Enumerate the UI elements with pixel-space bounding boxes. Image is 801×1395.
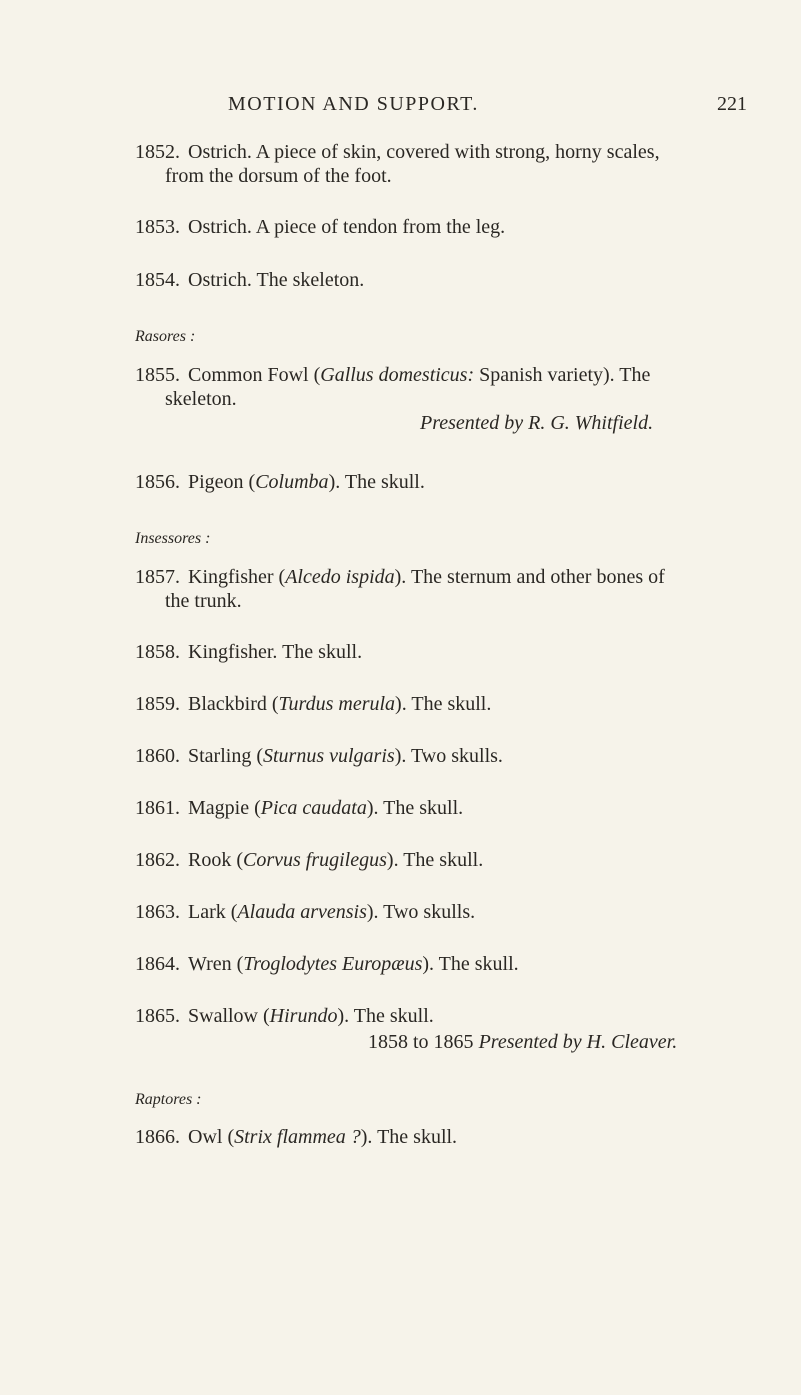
entry-text-continued: the trunk. bbox=[165, 590, 242, 612]
latin-name: Alcedo ispida bbox=[285, 566, 395, 588]
catalogue-entry-1859 bbox=[135, 692, 755, 716]
catalogue-entry-1856 bbox=[135, 470, 755, 494]
entry-text-pre: Wren ( bbox=[188, 953, 244, 975]
entry-text-pre: Magpie ( bbox=[188, 797, 261, 819]
entry-text-pre: Starling ( bbox=[188, 745, 263, 767]
entry-number: 1859. bbox=[135, 693, 180, 715]
presented-by-cleaver bbox=[368, 1031, 677, 1054]
entry-text: Ostrich. A piece of skin, covered with strong, horny scales, bbox=[188, 141, 660, 163]
latin-name: Pica caudata bbox=[260, 797, 367, 819]
catalogue-entry-1866 bbox=[135, 1125, 755, 1149]
entry-number: 1861. bbox=[135, 797, 180, 819]
section-heading-insessores: Insessores : bbox=[135, 530, 211, 547]
catalogue-entry-1852 bbox=[135, 140, 755, 188]
entry-text: Kingfisher. The skull. bbox=[188, 641, 363, 663]
entry-text-pre: Pigeon ( bbox=[188, 471, 256, 493]
entry-text-pre: Swallow ( bbox=[188, 1005, 270, 1027]
catalogue-entry-1858 bbox=[135, 640, 755, 664]
latin-name: Sturnus vulgaris bbox=[263, 745, 395, 767]
catalogue-entry-1864 bbox=[135, 952, 755, 976]
section-heading-rasores: Rasores : bbox=[135, 328, 196, 345]
entry-number: 1855. bbox=[135, 364, 180, 386]
entry-text: Ostrich. The skeleton. bbox=[188, 269, 365, 291]
catalogue-entry-1863 bbox=[135, 900, 755, 924]
entry-text-post: Spanish variety). The bbox=[474, 364, 651, 386]
entry-text-post: ). The skull. bbox=[360, 1126, 458, 1148]
entry-number: 1854. bbox=[135, 269, 180, 291]
entry-number: 1866. bbox=[135, 1126, 180, 1148]
latin-name: Columba bbox=[255, 471, 329, 493]
entry-text-post: ). The skull. bbox=[386, 849, 484, 871]
section-heading-raptores: Raptores : bbox=[135, 1091, 202, 1108]
latin-name: Gallus domesticus: bbox=[320, 364, 475, 386]
entry-number: 1862. bbox=[135, 849, 180, 871]
entry-text-pre: Rook ( bbox=[188, 849, 243, 871]
entry-number: 1857. bbox=[135, 566, 180, 588]
entry-text-pre: Blackbird ( bbox=[188, 693, 279, 715]
catalogue-entry-1857 bbox=[135, 565, 755, 613]
entry-text-post: ). Two skulls. bbox=[366, 901, 476, 923]
entry-text-post: ). The skull. bbox=[366, 797, 464, 819]
entry-text-pre: Kingfisher ( bbox=[188, 566, 286, 588]
catalogue-entry-1855 bbox=[135, 363, 755, 411]
presented-by-text: Presented by H. Cleaver. bbox=[478, 1031, 678, 1053]
entry-text-pre: Owl ( bbox=[188, 1126, 235, 1148]
latin-name: Corvus frugilegus bbox=[243, 849, 387, 871]
catalogue-entry-1854 bbox=[135, 268, 755, 292]
catalogue-entry-1865 bbox=[135, 1004, 755, 1028]
latin-name: Turdus merula bbox=[278, 693, 396, 715]
running-header bbox=[0, 93, 801, 123]
entry-number: 1858. bbox=[135, 641, 180, 663]
catalogue-entry-1853 bbox=[135, 215, 755, 239]
page-number: 221 bbox=[717, 93, 747, 115]
entry-text-post: ). The skull. bbox=[422, 953, 519, 975]
catalogue-entry-1861 bbox=[135, 796, 755, 820]
entry-number: 1864. bbox=[135, 953, 180, 975]
entry-number: 1856. bbox=[135, 471, 180, 493]
entry-number: 1852. bbox=[135, 141, 180, 163]
entry-text-pre: Common Fowl ( bbox=[188, 364, 321, 386]
entry-text: Ostrich. A piece of tendon from the leg. bbox=[188, 216, 506, 238]
entry-number: 1860. bbox=[135, 745, 180, 767]
presented-by-whitfield: Presented by R. G. Whitfield. bbox=[420, 412, 654, 434]
presented-range: 1858 to 1865 bbox=[368, 1031, 474, 1053]
latin-name: Hirundo bbox=[269, 1005, 338, 1027]
entry-text-pre: Lark ( bbox=[188, 901, 238, 923]
entry-text-post: ). The skull. bbox=[328, 471, 425, 493]
entry-text-post: ). The skull. bbox=[337, 1005, 434, 1027]
entry-number: 1865. bbox=[135, 1005, 180, 1027]
latin-name: Alauda arvensis bbox=[237, 901, 367, 923]
latin-name: Strix flammea ? bbox=[234, 1126, 361, 1148]
header-title: MOTION AND SUPPORT. bbox=[228, 93, 479, 115]
catalogue-entry-1860 bbox=[135, 744, 755, 768]
entry-number: 1853. bbox=[135, 216, 180, 238]
entry-text-post: ). Two skulls. bbox=[394, 745, 503, 767]
entry-text-post: ). The sternum and other bones of bbox=[394, 566, 665, 588]
latin-name: Troglodytes Europæus bbox=[243, 953, 423, 975]
entry-text-continued: from the dorsum of the foot. bbox=[165, 165, 392, 187]
entry-number: 1863. bbox=[135, 901, 180, 923]
entry-text-post: ). The skull. bbox=[395, 693, 492, 715]
catalogue-entry-1862 bbox=[135, 848, 755, 872]
entry-text-continued: skeleton. bbox=[165, 388, 237, 410]
